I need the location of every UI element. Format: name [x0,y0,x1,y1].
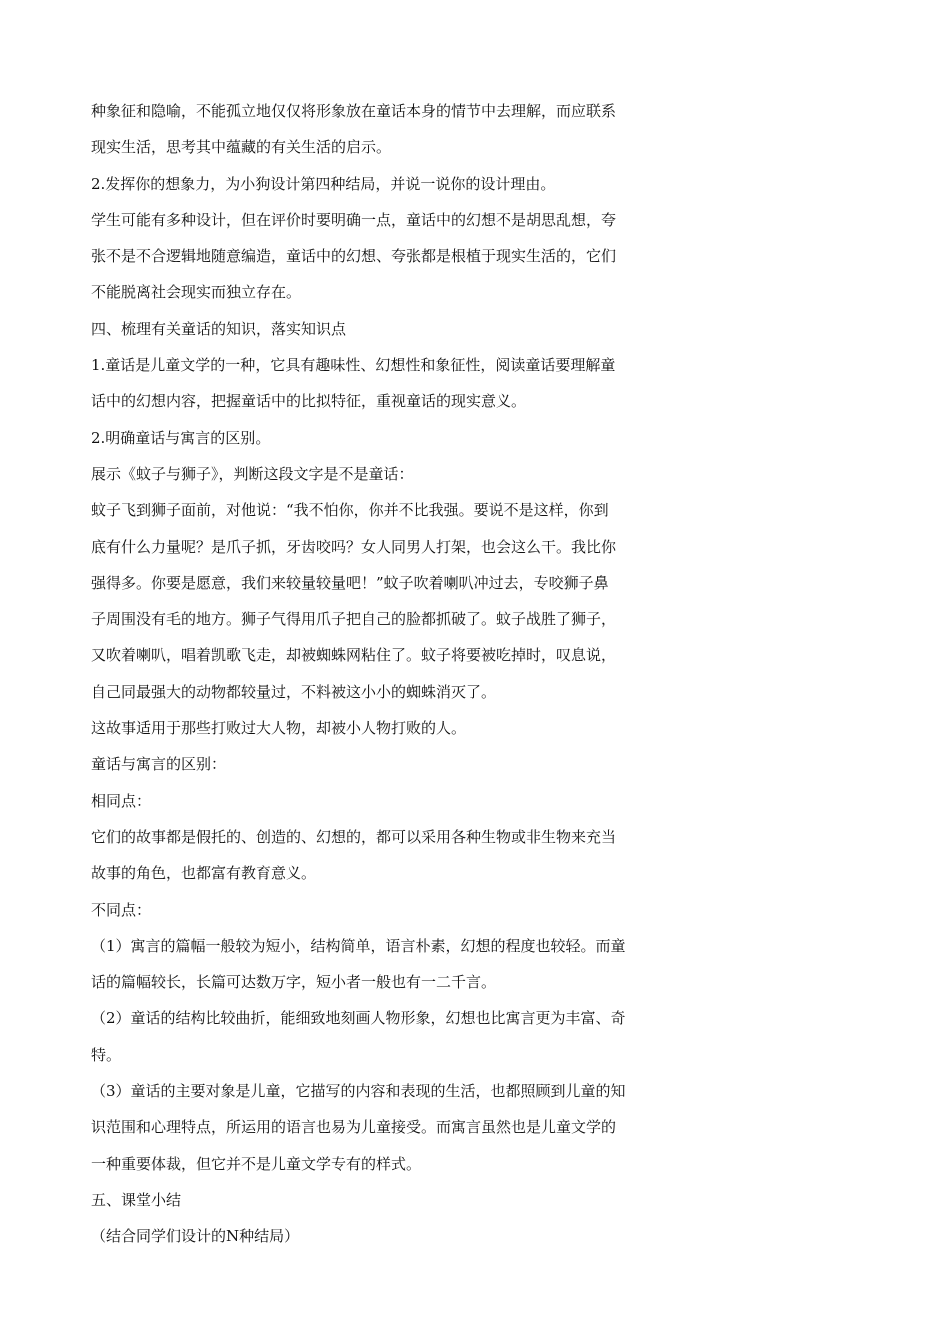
story-line: 蚊子飞到狮子面前，对他说：“我不怕你，你并不比我强。要说不是这样，你到 [91,501,609,520]
paragraph-line: 特。 [91,1045,122,1064]
paragraph-line: 种象征和隐喻，不能孤立地仅仅将形象放在童话本身的情节中去理解，而应联系 [91,102,617,120]
paragraph-line: 话中的幻想内容，把握童话中的比拟特征，重视童话的现实意义。 [91,392,527,411]
paragraph-line: 展示《蚊子与狮子》，判断这段文字是不是童话： [91,464,414,483]
subheading: 童话与寓言的区别： [91,755,227,774]
paragraph-line: 故事的角色，也都富有教育意义。 [91,864,317,883]
document-body [91,93,691,1255]
section-heading: 五、课堂小结 [91,1190,182,1209]
story-line: 自己同最强大的动物都较量过，不料被这小小的蜘蛛消灭了。 [91,682,497,701]
list-item: （3）童话的主要对象是儿童，它描写的内容和表现的生活，也都照顾到儿童的知 [91,1082,626,1101]
story-line: 底有什么力量呢？是爪子抓，牙齿咬吗？女人同男人打架，也会这么干。我比你 [91,537,617,556]
paragraph-line: 识范围和心理特点，所运用的语言也易为儿童接受。而寓言虽然也是儿童文学的 [91,1118,617,1137]
section-heading: 四、梳理有关童话的知识，落实知识点 [91,319,347,338]
paragraph-line: 它们的故事都是假托的、创造的、幻想的，都可以采用各种生物或非生物来充当 [91,827,617,846]
paragraph-line: （结合同学们设计的N种结局） [91,1227,300,1246]
story-line: 子周围没有毛的地方。狮子气得用爪子把自己的脸都抓破了。蚊子战胜了狮子， [91,610,617,629]
list-item: 1.童话是儿童文学的一种，它具有趣味性、幻想性和象征性，阅读童话要理解童 [91,356,616,375]
paragraph-line: 张不是不合逻辑地随意编造，童话中的幻想、夸张都是根植于现实生活的，它们 [91,247,617,266]
list-item: 2.明确童话与寓言的区别。 [91,428,271,447]
subheading: 相同点： [91,791,152,810]
list-item: （1）寓言的篇幅一般较为短小，结构简单，语言朴素，幻想的程度也较轻。而童 [91,936,626,955]
story-line: 又吹着喇叭，唱着凯歌飞走，却被蜘蛛网粘住了。蚊子将要被吃掉时，叹息说， [91,646,617,665]
paragraph-line: 话的篇幅较长，长篇可达数万字，短小者一般也有一二千言。 [91,973,497,992]
list-item: （2）童话的结构比较曲折，能细致地刻画人物形象，幻想也比寓言更为丰富、奇 [91,1009,626,1028]
story-line: 强得多。你要是愿意，我们来较量较量吧！”蚊子吹着喇叭冲过去，专咬狮子鼻 [91,573,609,592]
paragraph-line: 这故事适用于那些打败过大人物，却被小人物打败的人。 [91,719,467,738]
paragraph-line: 不能脱离社会现实而独立存在。 [91,283,302,302]
subheading: 不同点： [91,900,152,919]
paragraph-line: 一种重要体裁，但它并不是儿童文学专有的样式。 [91,1154,422,1173]
list-item: 2.发挥你的想象力，为小狗设计第四种结局，并说一说你的设计理由。 [91,174,556,193]
paragraph-line: 学生可能有多种设计，但在评价时要明确一点，童话中的幻想不是胡思乱想，夸 [91,210,617,229]
paragraph-line: 现实生活，思考其中蕴藏的有关生活的启示。 [91,138,392,157]
